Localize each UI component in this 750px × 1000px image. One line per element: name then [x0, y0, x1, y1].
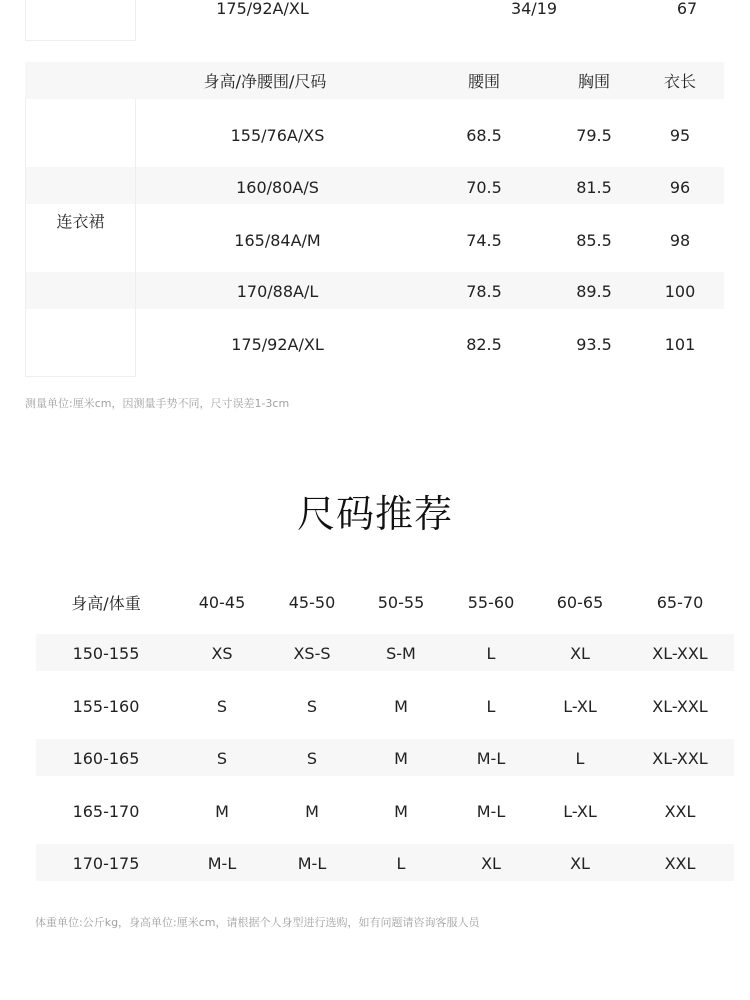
table-cell-size: L: [486, 696, 496, 716]
table-cell-size: XS-S: [293, 643, 331, 663]
table-cell-size: S: [306, 748, 318, 768]
top-row-left-border: [25, 0, 26, 40]
header-length: 衣长: [663, 72, 696, 91]
table-cell-size: M-L: [476, 748, 506, 768]
table-cell-size: L: [396, 853, 406, 873]
table-cell-chest: 93.5: [576, 334, 612, 354]
table-cell-size: XL-XXL: [652, 748, 708, 768]
header-size: 身高/净腰围/尺码: [203, 72, 327, 91]
header-weight-range: 55-60: [467, 592, 515, 612]
table-cell-size: S: [306, 696, 318, 716]
table-cell-size: M: [215, 801, 229, 821]
table-cell-size: M: [394, 801, 408, 821]
table-cell-size: 170/88A/L: [236, 281, 319, 301]
table-cell-waist: 74.5: [466, 230, 502, 250]
header-weight-range: 60-65: [556, 592, 604, 612]
table-cell-size: XXL: [664, 801, 696, 821]
table-cell-waist: 68.5: [466, 125, 502, 145]
table-cell-chest: 85.5: [576, 230, 612, 250]
table-cell-length: 95: [669, 125, 691, 145]
table-cell-size: 155/76A/XS: [230, 125, 325, 145]
table-cell-size: S: [216, 748, 228, 768]
table-cell-chest: 79.5: [576, 125, 612, 145]
header-chest: 胸围: [577, 72, 610, 91]
table-cell-size: M-L: [207, 853, 237, 873]
table-cell-height: 160-165: [72, 748, 140, 768]
table-cell-size: 175/92A/XL: [231, 334, 324, 354]
table-cell-size: 165/84A/M: [234, 230, 321, 250]
table-cell-length: 98: [669, 230, 691, 250]
table-cell-size: XL: [570, 853, 590, 873]
table-cell-length: 96: [669, 177, 691, 197]
table-cell-size: XL: [481, 853, 501, 873]
top-row-size: 175/92A/XL: [216, 0, 309, 18]
top-row-value-2: 67: [676, 0, 698, 18]
table-cell-size: 160/80A/S: [236, 177, 319, 197]
table-cell-height: 150-155: [72, 643, 140, 663]
table-cell-size: M-L: [297, 853, 327, 873]
table-cell-size: XXL: [664, 853, 696, 873]
category-bottom-border: [25, 376, 136, 377]
table-cell-waist: 70.5: [466, 177, 502, 197]
table-cell-chest: 89.5: [576, 281, 612, 301]
header-weight-range: 40-45: [198, 592, 246, 612]
table-cell-chest: 81.5: [576, 177, 612, 197]
table-cell-size: XS: [211, 643, 233, 663]
table-cell-height: 165-170: [72, 801, 140, 821]
table-cell-size: XL-XXL: [652, 696, 708, 716]
table-cell-height: 155-160: [72, 696, 140, 716]
table-cell-size: L-XL: [563, 696, 597, 716]
category-label: 连衣裙: [56, 211, 105, 231]
table-cell-length: 101: [664, 334, 696, 354]
table-cell-size: S-M: [386, 643, 416, 663]
top-row-value-1: 34/19: [510, 0, 558, 18]
header-height-weight: 身高/体重: [71, 593, 141, 613]
category-left-border: [25, 99, 26, 376]
category-right-border: [135, 99, 136, 376]
table-cell-size: L: [575, 748, 585, 768]
recommendation-note: 体重单位:公斤kg，身高单位:厘米cm，请根据个人身型进行选购，如有问题请咨询客服人员: [35, 916, 480, 929]
table-cell-waist: 82.5: [466, 334, 502, 354]
table-cell-height: 170-175: [72, 853, 140, 873]
header-waist: 腰围: [467, 72, 500, 91]
table-cell-size: M: [305, 801, 319, 821]
header-weight-range: 65-70: [656, 592, 704, 612]
table-cell-size: L: [486, 643, 496, 663]
table-cell-waist: 78.5: [466, 281, 502, 301]
table-cell-size: L-XL: [563, 801, 597, 821]
table-cell-size: M: [394, 696, 408, 716]
header-weight-range: 50-55: [377, 592, 425, 612]
table-cell-size: XL: [570, 643, 590, 663]
header-weight-range: 45-50: [288, 592, 336, 612]
top-row-bottom-border: [25, 40, 136, 41]
table-cell-size: M: [394, 748, 408, 768]
top-row-divider: [135, 0, 136, 40]
table-cell-size: M-L: [476, 801, 506, 821]
table-cell-length: 100: [664, 281, 696, 301]
measurement-note: 测量单位:厘米cm，因测量手势不同，尺寸误差1-3cm: [25, 397, 290, 410]
table-cell-size: XL-XXL: [652, 643, 708, 663]
table-cell-size: S: [216, 696, 228, 716]
section-title: 尺码推荐: [296, 492, 453, 536]
